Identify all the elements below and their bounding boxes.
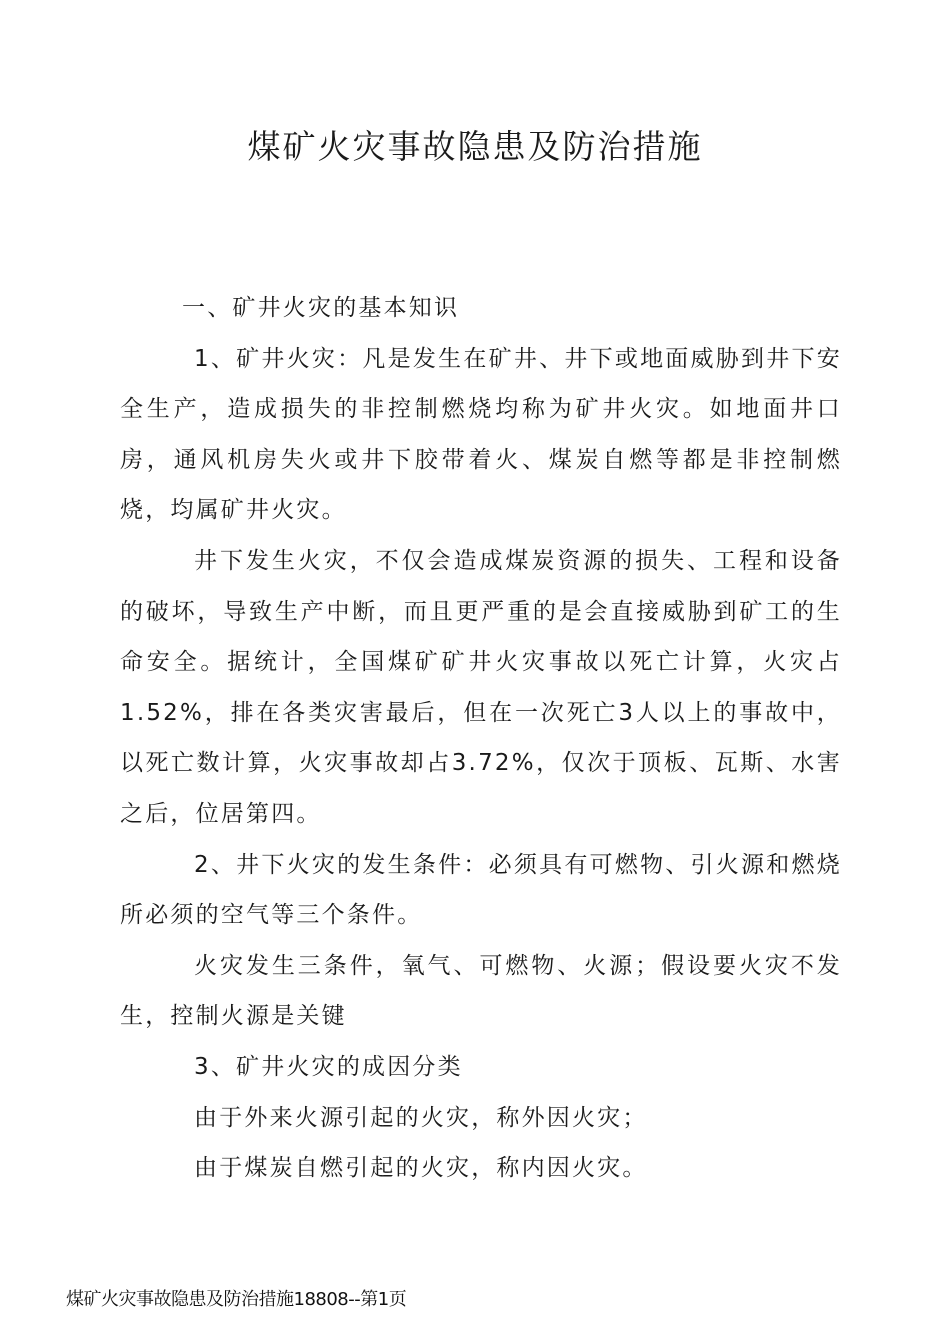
paragraph-statistics: 井下发生火灾，不仅会造成煤炭资源的损失、工程和设备的破坏，导致生产中断，而且更严重的是会直接威胁到矿工的生命安全。据统计，全国煤矿矿井火灾事故以死亡计算，火灾占1.52%，排在各类灾害最后，但在一次死亡3人以上的事故中，以死亡数计算，火灾事故却占3.72%，仅次于顶板、瓦斯、水害之后，位居第四。 xyxy=(120,547,842,827)
section-heading: 一、矿井火灾的基本知识 xyxy=(182,295,460,321)
document-body xyxy=(120,283,842,1194)
paragraph-external-fire: 由于外来火源引起的火灾，称外因火灾； xyxy=(194,1104,648,1131)
paragraph-internal-fire: 由于煤炭自燃引起的火灾，称内因火灾。 xyxy=(194,1155,648,1182)
document-title: 煤矿火灾事故隐患及防治措施 xyxy=(247,127,703,166)
paragraph-cause-classification: 3、矿井火灾的成因分类 xyxy=(194,1053,463,1080)
paragraph-three-conditions: 火灾发生三条件，氧气、可燃物、火源；假设要火灾不发生，控制火源是关键 xyxy=(120,952,842,1030)
paragraph-definition: 1、矿井火灾：凡是发生在矿井、井下或地面威胁到井下安全生产，造成损失的非控制燃烧均称为矿井火灾。如地面井口房，通风机房失火或井下胶带着火、煤炭自燃等都是非控制燃烧，均属矿井火灾。 xyxy=(120,345,842,524)
paragraph-conditions: 2、井下火灾的发生条件：必须具有可燃物、引火源和燃烧所必须的空气等三个条件。 xyxy=(120,851,842,929)
page-footer: 煤矿火灾事故隐患及防治措施18808--第1页 xyxy=(66,1289,407,1310)
